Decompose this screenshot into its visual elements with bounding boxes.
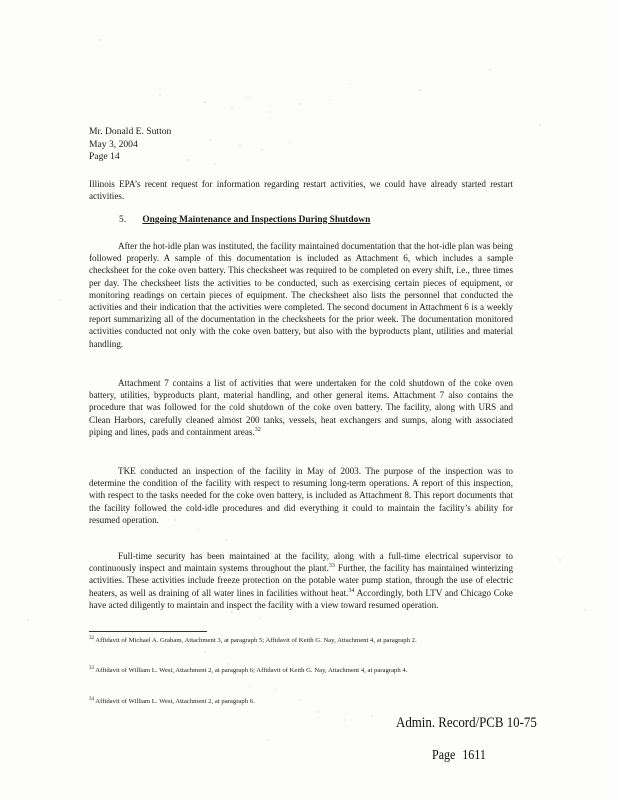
footnote-ref-33: 33 xyxy=(328,563,335,570)
footnote-text: Affidavit of William L. West, Attachment 2, at paragraph 6; Affidavit of Keith G. Nay, Attachment 4, at paragraph 4. xyxy=(94,667,408,674)
letter-header xyxy=(89,126,171,164)
section-number: 5. xyxy=(119,215,127,225)
footnote-33 xyxy=(89,666,479,675)
footnote-text: Affidavit of William L. West, Attachment 2, at paragraph 6. xyxy=(94,698,255,705)
paragraph-security-text-a: Full-time security has been maintained at the facility, along with a full-time electrical supervisor to continuously inspect and maintain systems throughout the plant. xyxy=(89,551,513,574)
footnote-32 xyxy=(89,636,479,645)
section-title: Ongoing Maintenance and Inspections During Shutdown xyxy=(142,215,371,225)
paragraph-security-text-b: Further, the facility has maintained winterizing activities. These activities include freeze protection on the potable water pump station, through the use of electric heaters, as well as draining of all water lines in facilities without heat. xyxy=(89,563,514,598)
continuation-paragraph: Illinois EPA’s recent request for information regarding restart activities, we could have already started restart activities. xyxy=(89,179,513,202)
section-heading xyxy=(119,215,370,225)
admin-record-stamp: Admin. Record/PCB 10-75 xyxy=(396,715,537,731)
footnote-number: 34 xyxy=(89,696,94,702)
paragraph-security-text-c: Accordingly, both LTV and Chicago Coke have acted diligently to maintain and inspect the facility with a view toward resumed operation. xyxy=(89,587,513,610)
footnote-text: Affidavit of Michael A. Graham, Attachment 3, at paragraph 5; Affidavit of Keith G. Nay, Attachment 4, at paragraph 2. xyxy=(94,637,417,644)
footnote-ref-34: 34 xyxy=(348,587,355,594)
footnote-number: 32 xyxy=(89,635,94,641)
paragraph-security xyxy=(89,550,513,611)
letter-date: May 3, 2004 xyxy=(89,138,138,150)
paragraph-cold-shutdown-text: Attachment 7 contains a list of activities that were undertaken for the cold shutdown of the coke oven battery, utilities, byproducts plant, material handling, and other general items. Attachment 7 also contains the procedure that was followed for the cold shutdown of the coke oven battery. The facility, along with URS and Clean Harbors, carefully cleaned almost 200 tanks, vessels, heat exchangers and sumps, along with associated piping and lines, pads and containment areas. xyxy=(89,378,513,437)
record-page-number: 1611 xyxy=(462,748,486,763)
footnote-number: 33 xyxy=(89,665,94,671)
footnote-ref-32: 32 xyxy=(254,426,261,433)
recipient-name: Mr. Donald E. Sutton xyxy=(89,126,172,137)
record-page-stamp xyxy=(432,748,486,764)
footnote-34 xyxy=(89,697,479,706)
page-label: Page 14 xyxy=(89,151,120,162)
record-page-label: Page xyxy=(432,748,456,763)
paragraph-hot-idle: After the hot-idle plan was instituted, the facility maintained documentation that the hot-idle plan was being followed properly. A sample of this documentation is included as Attachment 6, which includes a sample checksheet for the coke oven battery. This checksheet was required to be completed on every shift, i.e., three times per day. The checksheet lists the activities to be conducted, such as exercising certain pieces of equipment, or monitoring readings on certain pieces of equipment. The checksheet also lists the personnel that conducted the activities and their indication that the activities were completed. The second document in Attachment 6 is a weekly report summarizing all of the documentation in the checksheets for the prior week. The documentation monitored activities conducted not only with the coke oven battery, but also with the byproducts plant, utilities and material handling. xyxy=(89,241,513,349)
paragraph-tke-inspection: TKE conducted an inspection of the facility in May of 2003. The purpose of the inspection was to determine the condition of the facility with respect to resuming long-term operations. A report of this inspection, with respect to the tasks needed for the coke oven battery, is included as Attachment 8. This report documents that the facility followed the cold-idle procedures and did everything it could to maintain the facility’s ability for resumed operation. xyxy=(89,466,513,525)
footnote-divider xyxy=(89,631,207,632)
paragraph-cold-shutdown xyxy=(89,377,513,438)
